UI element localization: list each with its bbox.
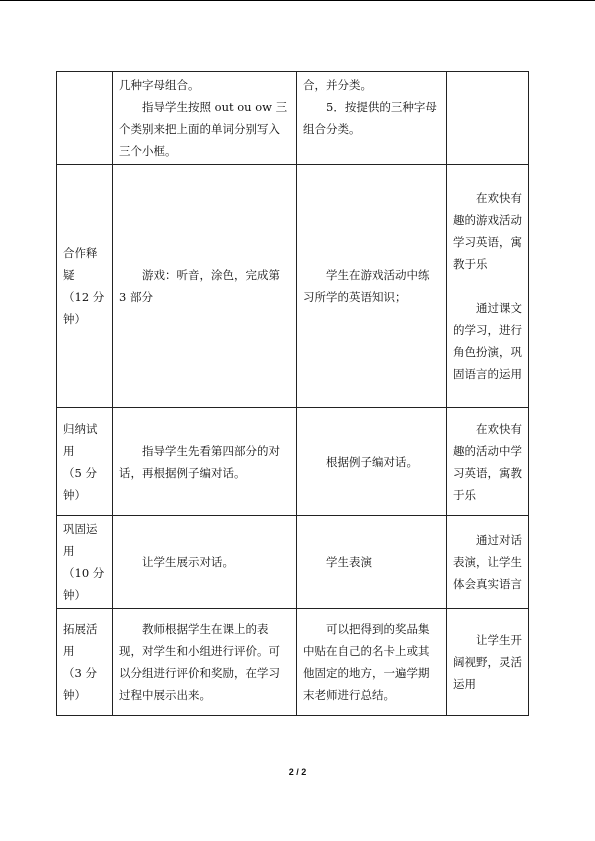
- teacher-activity-cell: [113, 72, 297, 165]
- student-text: 可以把得到的奖品集中贴在自己的名卡上或其他固定的地方，一遍学期末老师进行总结。: [303, 622, 430, 702]
- purpose-cell: [447, 609, 529, 716]
- stage-name: 拓展活用: [63, 622, 98, 658]
- purpose-text: 通过课文的学习，进行角色扮演，巩固语言的运用: [453, 301, 522, 381]
- table-row: [57, 408, 529, 516]
- student-activity-cell: [297, 72, 447, 165]
- purpose-text: 在欢快有趣的游戏活动学习英语，寓教于乐: [453, 191, 522, 271]
- stage-cell: [57, 516, 113, 609]
- student-activity-cell: [297, 408, 447, 516]
- student-text: 5．按提供的三种字母组合分类。: [303, 100, 437, 136]
- stage-cell: [57, 165, 113, 408]
- purpose-cell: [447, 165, 529, 408]
- student-activity-cell: [297, 165, 447, 408]
- student-activity-cell: [297, 516, 447, 609]
- stage-duration: （5 分钟）: [63, 465, 97, 502]
- purpose-cell: [447, 72, 529, 165]
- page-number: 2 / 2: [288, 767, 307, 777]
- student-text: 学生表演: [326, 555, 372, 569]
- stage-cell: [57, 408, 113, 516]
- student-activity-cell: [297, 609, 447, 716]
- stage-name: 归纳试用: [63, 421, 98, 458]
- purpose-text: 在欢快有趣的活动中学习英语，寓教于乐: [453, 421, 522, 502]
- teacher-text: 指导学生先看第四部分的对话，再根据例子编对话。: [119, 443, 280, 480]
- student-text: 学生在游戏活动中练习所学的英语知识；: [303, 268, 430, 304]
- lesson-plan-table: [56, 71, 529, 716]
- purpose-text: 通过对话表演，让学生体会真实语言: [453, 533, 522, 591]
- student-text: 根据例子编对话。: [326, 454, 418, 469]
- teacher-activity-cell: [113, 609, 297, 716]
- stage-name: 合作释疑: [63, 246, 98, 282]
- stage-name: 巩固运用: [63, 522, 98, 558]
- stage-cell: [57, 72, 113, 165]
- teacher-text: 让学生展示对话。: [142, 555, 234, 569]
- stage-duration: （3 分钟）: [63, 666, 97, 702]
- student-text: 合，并分类。: [303, 78, 372, 92]
- table-row: [57, 609, 529, 716]
- purpose-cell: [447, 408, 529, 516]
- stage-duration: （10 分钟）: [63, 566, 105, 602]
- teacher-activity-cell: [113, 165, 297, 408]
- table-row: [57, 516, 529, 609]
- teacher-text: 游戏：听音，涂色，完成第 3 部分: [119, 268, 280, 304]
- teacher-text: 指导学生按照 out ou ow 三个类别来把上面的单词分别写入三个小框。: [119, 100, 288, 158]
- teacher-text: 教师根据学生在课上的表现，对学生和小组进行评价。可以分组进行评价和奖励，在学习过程中展示出来。: [119, 622, 280, 702]
- stage-duration: （12 分钟）: [63, 290, 105, 326]
- stage-cell: [57, 609, 113, 716]
- purpose-cell: [447, 516, 529, 609]
- table-row: [57, 72, 529, 165]
- teacher-text: 几种字母组合。: [119, 78, 200, 92]
- purpose-text: 让学生开阔视野，灵活运用: [453, 633, 522, 691]
- teacher-activity-cell: [113, 408, 297, 516]
- table-row: [57, 165, 529, 408]
- teacher-activity-cell: [113, 516, 297, 609]
- header-rule: [0, 0, 595, 1]
